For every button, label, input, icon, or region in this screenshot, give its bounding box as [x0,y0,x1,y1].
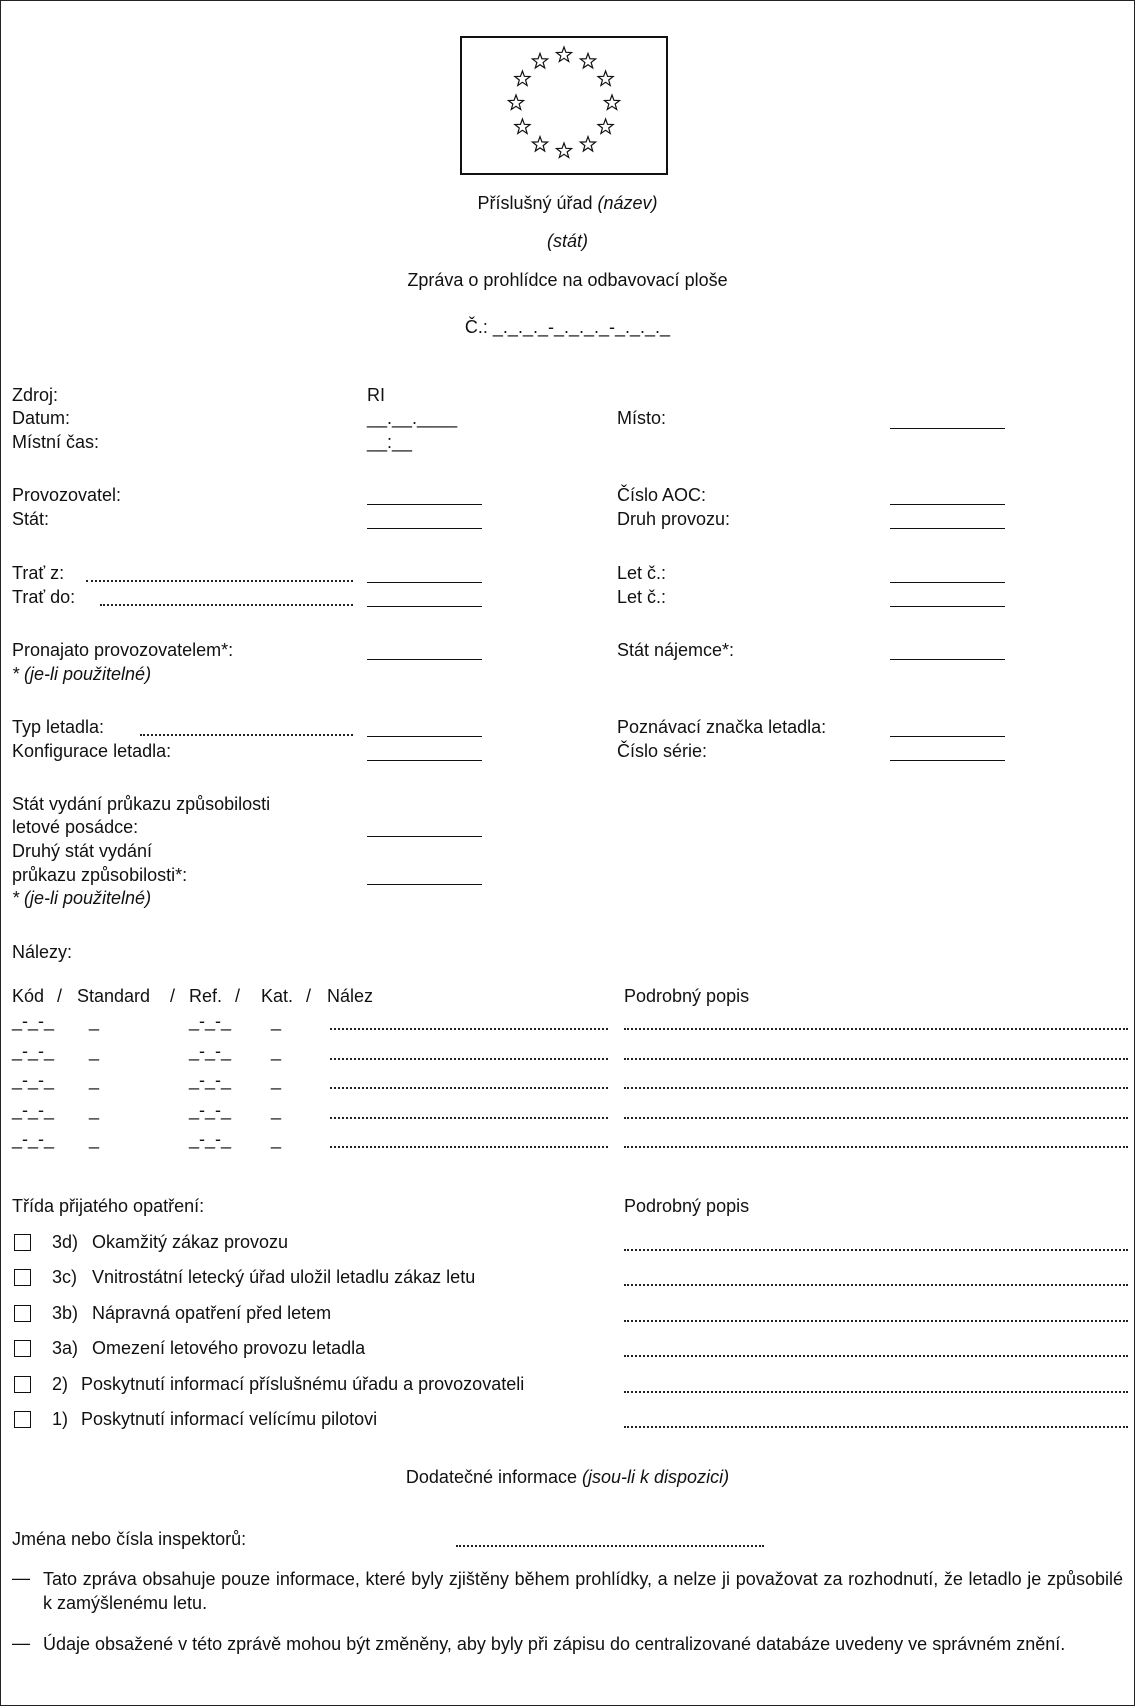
finding-detail-field[interactable] [624,1058,1128,1060]
finding-code[interactable]: _-_-_ [12,1070,55,1090]
local-time-label: Místní čas: [12,432,100,452]
col-sep: / [235,986,241,1006]
measure-detail-field[interactable] [624,1320,1128,1322]
eu-flag-logo [460,36,668,175]
finding-text-field[interactable] [330,1058,608,1060]
measure-text: Poskytnutí informací velícímu pilotovi [81,1409,378,1429]
lessee-state-label: Stát nájemce*: [617,640,735,660]
inspectors-field[interactable] [456,1545,764,1547]
registration-label: Poznávací značka letadla: [617,717,827,737]
if-applicable-note: * (je-li použitelné) [12,664,152,684]
col-standard: Standard [77,986,151,1006]
additional-title-note: (jsou-li k dispozici) [582,1467,730,1487]
measure-detail-field[interactable] [624,1355,1128,1357]
note-dash: — [12,1568,30,1588]
route-to-field[interactable] [367,606,482,607]
operator-label: Provozovatel: [12,485,122,505]
route-from-dots[interactable] [86,580,353,582]
second-state-field[interactable] [367,884,482,885]
page-title: Zpráva o prohlídce na odbavovací ploše [407,270,728,290]
crew-licence-state-label: Stát vydání průkazu způsobilosti [12,794,271,814]
flight-no-label-1: Let č.: [617,563,667,583]
measure-checkbox[interactable] [14,1340,31,1357]
measure-detail-field[interactable] [624,1426,1128,1428]
inspectors-label: Jména nebo čísla inspektorů: [12,1529,247,1549]
col-cat: Kat. [261,986,294,1006]
authority-note: (název) [597,193,658,213]
operator-field[interactable] [367,504,482,505]
star-icon [556,143,571,157]
route-to-dots[interactable] [100,604,353,606]
state-note: (stát) [546,231,588,251]
additional-info-title [0,1466,1135,1488]
flight-no-label-2: Let č.: [617,587,667,607]
measure-checkbox[interactable] [14,1305,31,1322]
aoc-label: Číslo AOC: [617,485,707,505]
finding-detail-field[interactable] [624,1028,1128,1030]
route-from-field[interactable] [367,582,482,583]
state-label: Stát: [12,509,50,529]
measures-detail-label: Podrobný popis [624,1196,750,1216]
finding-standard[interactable]: _ [89,1129,100,1149]
date-label: Datum: [12,408,71,428]
finding-detail-field[interactable] [624,1117,1128,1119]
flight-no-field-1[interactable] [890,582,1005,583]
note-text: Tato zpráva obsahuje pouze informace, které byly zjištěny během prohlídky, a nelze ji považovat za rozhodnutí, že letadlo je způsobilé k zamýšlenému letu. [43,1569,1123,1613]
state-field[interactable] [367,528,482,529]
finding-standard[interactable]: _ [89,1100,100,1120]
measure-text: Okamžitý zákaz provozu [92,1232,289,1252]
configuration-label: Konfigurace letadla: [12,741,172,761]
route-to-label: Trať do: [12,587,76,607]
findings-label: Nálezy: [12,942,73,962]
finding-category[interactable]: _ [271,1041,282,1061]
finding-code[interactable]: _-_-_ [12,1011,55,1031]
eu-stars-icon [462,38,666,173]
crew-licence-state-label-2: letové posádce: [12,817,139,837]
measures-label: Třída přijatého opatření: [12,1196,205,1216]
col-sep: / [306,986,312,1006]
aircraft-type-label: Typ letadla: [12,717,105,737]
col-code: Kód [12,986,45,1006]
measure-checkbox[interactable] [14,1269,31,1286]
star-icon [556,47,571,61]
measure-detail-field[interactable] [624,1391,1128,1393]
finding-text-field[interactable] [330,1146,608,1148]
finding-code[interactable]: _-_-_ [12,1100,55,1120]
measure-detail-field[interactable] [624,1249,1128,1251]
if-applicable-note-2: * (je-li použitelné) [12,888,152,908]
measure-checkbox[interactable] [14,1411,31,1428]
route-from-label: Trať z: [12,563,65,583]
measure-checkbox[interactable] [14,1234,31,1251]
operation-type-label: Druh provozu: [617,509,731,529]
star-icon [580,53,595,67]
report-number: Č.: _._._._-_._._._-_._._._ [464,317,671,337]
finding-category[interactable]: _ [271,1011,282,1031]
finding-category[interactable]: _ [271,1100,282,1120]
finding-category[interactable]: _ [271,1070,282,1090]
registration-field[interactable] [890,736,1005,737]
leased-field[interactable] [367,659,482,660]
finding-code[interactable]: _-_-_ [12,1129,55,1149]
finding-code[interactable]: _-_-_ [12,1041,55,1061]
serial-field[interactable] [890,760,1005,761]
finding-ref[interactable]: _-_-_ [189,1011,232,1031]
star-icon [598,71,613,85]
measure-text: Vnitrostátní letecký úřad uložil letadlu zákaz letu [92,1267,476,1287]
col-detail: Podrobný popis [624,986,750,1006]
additional-title: Dodatečné informace [405,1467,578,1487]
measure-code: 3d) [52,1232,79,1252]
measure-code: 3a) [52,1338,79,1358]
note-text: Údaje obsažené v této zprávě mohou být změněny, aby byly při zápisu do centralizované databáze uvedeny ve správném znění. [43,1634,1066,1654]
finding-text-field[interactable] [330,1117,608,1119]
note-dash: — [12,1633,30,1653]
finding-text-field[interactable] [330,1028,608,1030]
finding-ref[interactable]: _-_-_ [189,1100,232,1120]
star-icon [508,95,523,109]
configuration-field[interactable] [367,760,482,761]
flight-no-field-2[interactable] [890,606,1005,607]
star-icon [580,137,595,151]
star-icon [604,95,619,109]
measure-text: Nápravná opatření před letem [92,1303,332,1323]
star-icon [532,137,547,151]
measure-code: 3c) [52,1267,78,1287]
authority-label: Příslušný úřad [477,193,593,213]
finding-standard[interactable]: _ [89,1070,100,1090]
serial-label: Číslo série: [617,741,708,761]
aircraft-type-field[interactable] [367,736,482,737]
authority-line [0,192,1135,214]
lessee-state-field[interactable] [890,659,1005,660]
source-label: Zdroj: [12,385,59,405]
local-time-field[interactable]: __:__ [367,432,413,452]
star-icon [532,53,547,67]
col-finding: Nález [327,986,374,1006]
col-ref: Ref. [189,986,223,1006]
finding-detail-field[interactable] [624,1146,1128,1148]
measure-text: Poskytnutí informací příslušnému úřadu a provozovateli [81,1374,525,1394]
source-value: RI [367,385,385,405]
finding-ref[interactable]: _-_-_ [189,1041,232,1061]
aoc-field[interactable] [890,504,1005,505]
leased-label: Pronajato provozovatelem*: [12,640,234,660]
measure-text: Omezení letového provozu letadla [92,1338,366,1358]
finding-category[interactable]: _ [271,1129,282,1149]
star-icon [598,119,613,133]
finding-detail-field[interactable] [624,1087,1128,1089]
measure-detail-field[interactable] [624,1284,1128,1286]
col-sep: / [57,986,63,1006]
second-state-label: Druhý stát vydání [12,841,153,861]
aircraft-type-dots[interactable] [140,734,353,736]
finding-standard[interactable]: _ [89,1011,100,1031]
crew-licence-state-field[interactable] [367,836,482,837]
measure-checkbox[interactable] [14,1376,31,1393]
finding-text-field[interactable] [330,1087,608,1089]
star-icon [515,71,530,85]
col-sep: / [170,986,176,1006]
operation-type-field[interactable] [890,528,1005,529]
finding-standard[interactable]: _ [89,1041,100,1061]
measure-code: 2) [52,1374,69,1394]
finding-ref[interactable]: _-_-_ [189,1070,232,1090]
date-field[interactable]: __.__.____ [367,408,458,428]
measure-code: 3b) [52,1303,79,1323]
measure-code: 1) [52,1409,69,1429]
star-icon [515,119,530,133]
finding-ref[interactable]: _-_-_ [189,1129,232,1149]
place-label: Místo: [617,408,667,428]
second-state-label-2: průkazu způsobilosti*: [12,865,188,885]
place-field[interactable] [890,428,1005,429]
